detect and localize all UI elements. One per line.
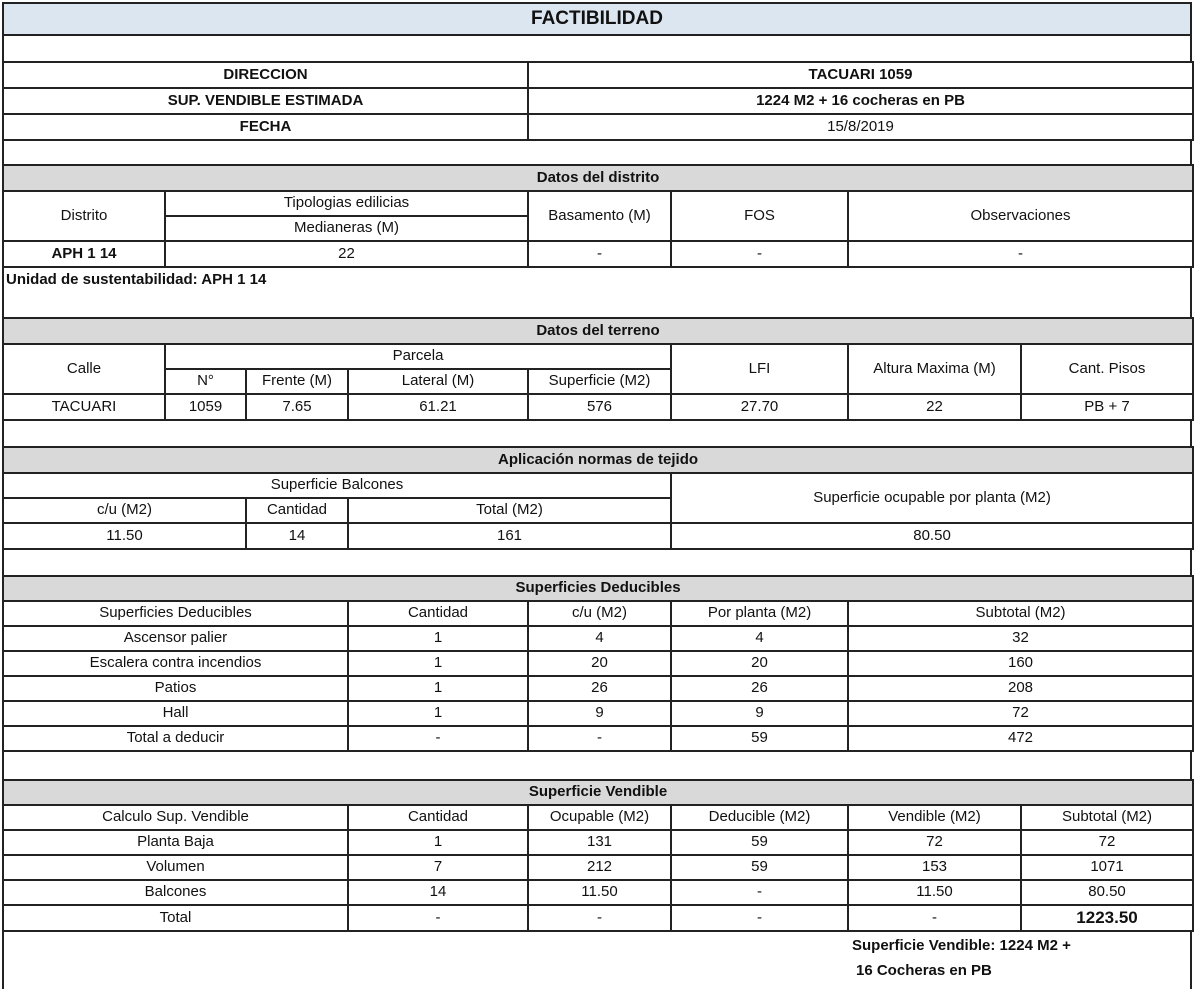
distrito-table — [2, 164, 1194, 268]
cell: TACUARI — [3, 394, 165, 420]
col-header: Ocupable (M2) — [528, 805, 671, 830]
cell: 9 — [528, 701, 671, 726]
col-header: Cantidad — [348, 805, 528, 830]
section-title: Superficie Vendible — [3, 780, 1193, 805]
cell: 9 — [671, 701, 848, 726]
cell: 4 — [528, 626, 671, 651]
deducibles-table — [2, 575, 1194, 752]
cell: Ascensor palier — [3, 626, 348, 651]
table-row — [3, 880, 1193, 905]
table-row — [3, 626, 1193, 651]
cell: Patios — [3, 676, 348, 701]
section-title: Superficies Deducibles — [3, 576, 1193, 601]
col-header: Por planta (M2) — [671, 601, 848, 626]
cell: 576 — [528, 394, 671, 420]
unidad-sustentabilidad: Unidad de sustentabilidad: APH 1 14 — [6, 271, 267, 288]
col-header: Observaciones — [848, 191, 1193, 241]
cell: Hall — [3, 701, 348, 726]
spacer — [2, 752, 1192, 779]
cell: PB + 7 — [1021, 394, 1193, 420]
cell: 1 — [348, 651, 528, 676]
table-row — [3, 676, 1193, 701]
cell: 131 — [528, 830, 671, 855]
col-header: Calle — [3, 344, 165, 394]
col-header: Medianeras (M) — [165, 216, 528, 241]
table-row — [3, 651, 1193, 676]
col-header: Subtotal (M2) — [1021, 805, 1193, 830]
cell: - — [528, 241, 671, 267]
total-vendible: 1223.50 — [1021, 905, 1193, 931]
table-row — [3, 830, 1193, 855]
col-header: Vendible (M2) — [848, 805, 1021, 830]
col-header: Tipologias edilicias — [165, 191, 528, 216]
vendible-table — [2, 779, 1194, 932]
col-header: FOS — [671, 191, 848, 241]
cell: 20 — [528, 651, 671, 676]
cell: 153 — [848, 855, 1021, 880]
col-header: Superficie ocupable por planta (M2) — [671, 473, 1193, 523]
table-row — [3, 701, 1193, 726]
spacer — [2, 419, 1192, 446]
col-header: Parcela — [165, 344, 671, 369]
page-title: FACTIBILIDAD — [2, 2, 1192, 36]
col-header: Calculo Sup. Vendible — [3, 805, 348, 830]
cell: 161 — [348, 523, 671, 549]
vendible-note-line1: Superficie Vendible: 1224 M2 + — [852, 937, 1071, 954]
cell: 11.50 — [528, 880, 671, 905]
col-header: Cant. Pisos — [1021, 344, 1193, 394]
cell: 1 — [348, 626, 528, 651]
cell: - — [848, 905, 1021, 931]
cell: - — [348, 905, 528, 931]
cell: 80.50 — [671, 523, 1193, 549]
cell: 26 — [528, 676, 671, 701]
col-header: N° — [165, 369, 246, 394]
info-value: TACUARI 1059 — [528, 62, 1193, 88]
info-row — [3, 114, 1193, 140]
cell: 61.21 — [348, 394, 528, 420]
cell: 20 — [671, 651, 848, 676]
cell: - — [848, 241, 1193, 267]
info-table — [2, 61, 1194, 141]
info-label: FECHA — [3, 114, 528, 140]
table-row — [3, 905, 1193, 931]
vendible-note-line2: 16 Cocheras en PB — [856, 962, 992, 979]
info-value: 1224 M2 + 16 cocheras en PB — [528, 88, 1193, 114]
col-header: Superficie (M2) — [528, 369, 671, 394]
cell: Total a deducir — [3, 726, 348, 751]
spacer — [2, 36, 1192, 62]
cell: Planta Baja — [3, 830, 348, 855]
table-row — [3, 855, 1193, 880]
cell: Balcones — [3, 880, 348, 905]
cell: 11.50 — [3, 523, 246, 549]
cell: 26 — [671, 676, 848, 701]
cell: - — [528, 726, 671, 751]
cell: 7.65 — [246, 394, 348, 420]
cell: - — [671, 905, 848, 931]
col-header: Lateral (M) — [348, 369, 528, 394]
cell: 1 — [348, 676, 528, 701]
spacer — [2, 139, 1192, 165]
col-header: Deducible (M2) — [671, 805, 848, 830]
cell: 4 — [671, 626, 848, 651]
cell: 14 — [246, 523, 348, 549]
cell: 80.50 — [1021, 880, 1193, 905]
cell: 1071 — [1021, 855, 1193, 880]
col-header: Total (M2) — [348, 498, 671, 523]
section-title: Aplicación normas de tejido — [3, 447, 1193, 473]
col-header: Altura Maxima (M) — [848, 344, 1021, 394]
cell: 27.70 — [671, 394, 848, 420]
cell: 1 — [348, 701, 528, 726]
cell: 22 — [848, 394, 1021, 420]
col-header: Superficie Balcones — [3, 473, 671, 498]
cell: 1059 — [165, 394, 246, 420]
cell: 14 — [348, 880, 528, 905]
cell: 11.50 — [848, 880, 1021, 905]
col-header: Distrito — [3, 191, 165, 241]
cell: - — [348, 726, 528, 751]
spacer — [2, 548, 1192, 575]
table-row — [3, 726, 1193, 751]
cell: - — [528, 905, 671, 931]
col-header: Frente (M) — [246, 369, 348, 394]
col-header: LFI — [671, 344, 848, 394]
info-row — [3, 88, 1193, 114]
cell: 1 — [348, 830, 528, 855]
cell: Total — [3, 905, 348, 931]
cell: 22 — [165, 241, 528, 267]
col-header: Superficies Deducibles — [3, 601, 348, 626]
terreno-table — [2, 317, 1194, 421]
col-header: Basamento (M) — [528, 191, 671, 241]
cell: 59 — [671, 855, 848, 880]
col-header: Subtotal (M2) — [848, 601, 1193, 626]
cell: 7 — [348, 855, 528, 880]
col-header: Cantidad — [246, 498, 348, 523]
info-value: 15/8/2019 — [528, 114, 1193, 140]
cell: 72 — [848, 701, 1193, 726]
col-header: Cantidad — [348, 601, 528, 626]
cell: - — [671, 241, 848, 267]
info-row — [3, 62, 1193, 88]
cell: 59 — [671, 830, 848, 855]
info-label: SUP. VENDIBLE ESTIMADA — [3, 88, 528, 114]
cell: 208 — [848, 676, 1193, 701]
cell: - — [671, 880, 848, 905]
info-label: DIRECCION — [3, 62, 528, 88]
cell: Escalera contra incendios — [3, 651, 348, 676]
cell: 72 — [848, 830, 1021, 855]
cell: 59 — [671, 726, 848, 751]
cell: 212 — [528, 855, 671, 880]
tejido-table — [2, 446, 1194, 550]
cell: APH 1 14 — [3, 241, 165, 267]
section-title: Datos del terreno — [3, 318, 1193, 344]
col-header: c/u (M2) — [528, 601, 671, 626]
col-header: c/u (M2) — [3, 498, 246, 523]
cell: 472 — [848, 726, 1193, 751]
section-title: Datos del distrito — [3, 165, 1193, 191]
cell: Volumen — [3, 855, 348, 880]
cell: 160 — [848, 651, 1193, 676]
cell: 72 — [1021, 830, 1193, 855]
cell: 32 — [848, 626, 1193, 651]
